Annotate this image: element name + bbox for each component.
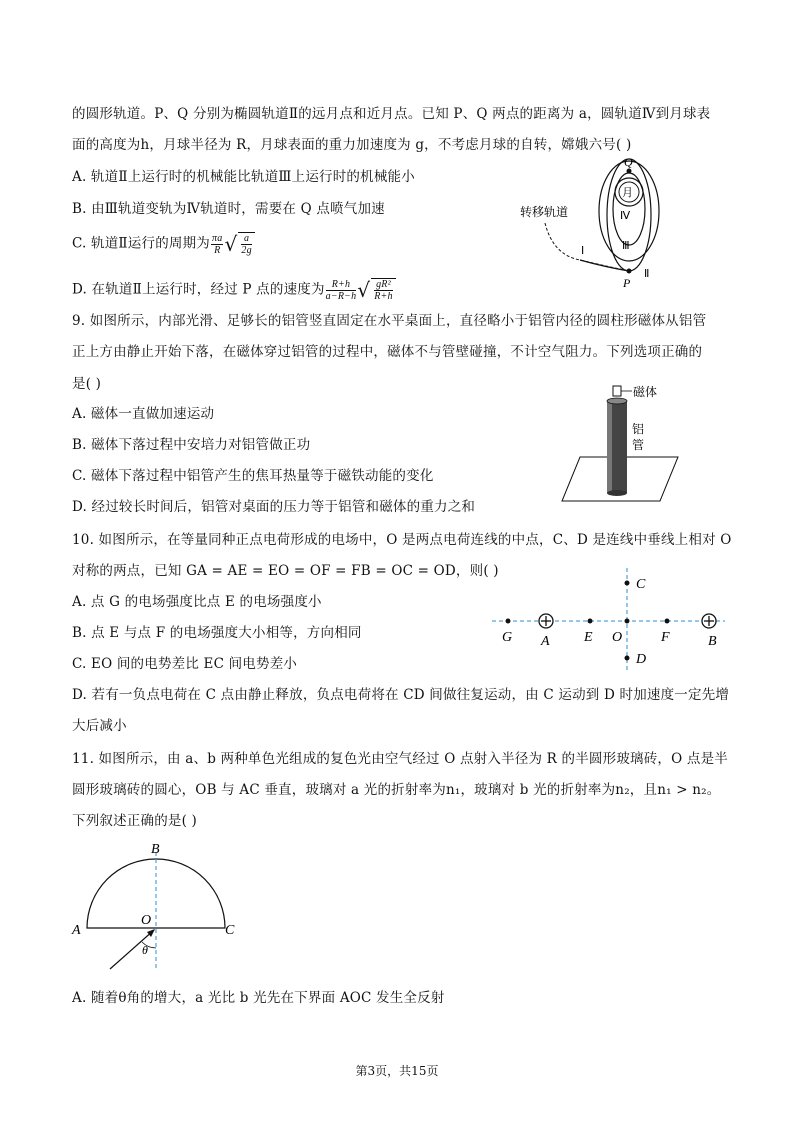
- point-e: [588, 619, 593, 624]
- point-g: [506, 619, 511, 624]
- orbit-i: [580, 260, 629, 271]
- q8-option-d: [72, 278, 396, 302]
- q8-option-a: A. 轨道Ⅱ上运行时的机械能比轨道Ⅲ上运行时的机械能小: [72, 169, 415, 185]
- q8-option-c-den: R: [214, 244, 221, 256]
- label-e: E: [584, 630, 593, 645]
- q8-option-c-fraction: [211, 233, 223, 256]
- tube-top: [607, 398, 627, 404]
- q10-option-b: B. 点 E 与点 F 的电场强度大小相等，方向相同: [72, 625, 362, 641]
- q11-text-line1: 11. 如图所示，由 a、b 两种单色光组成的复色光由空气经过 O 点射入半径为 R 的半圆形玻璃砖，O 点是半: [72, 751, 728, 767]
- point-d: [625, 656, 630, 661]
- tube-highlight: [607, 401, 612, 493]
- q8-text-line2: 面的高度为h，月球半径为 R，月球表面的重力加速度为 g，不考虑月球的自转，嫦娥六号( ): [72, 137, 632, 153]
- q9-option-b: B. 磁体下落过程中安培力对铝管做正功: [72, 437, 311, 453]
- point-c: [625, 581, 630, 586]
- q8-option-d-prefix: D. 在轨道Ⅱ上运行时，经过 P 点的速度为: [72, 281, 325, 298]
- q8-text-line1: 的圆形轨道。P、Q 分别为椭圆轨道Ⅱ的远月点和近月点。已知 P、Q 两点的距离为 a，圆轨道Ⅳ到月球表: [72, 106, 711, 122]
- q8-option-c-rad-num: a: [241, 233, 251, 245]
- q8-option-c-rad-den: 2g: [241, 245, 252, 256]
- label-magnet: 磁体: [633, 385, 658, 399]
- q10-option-d-line1: D. 若有一负点电荷在 C 点由静止释放，负点电荷将在 CD 间做往复运动，由 C 运动到 D 时加速度一定先增: [72, 687, 730, 703]
- q11-text-line2: 圆形玻璃砖的圆心，OB 与 AC 垂直，玻璃对 a 光的折射率为n₁，玻璃对 b 光的折射率为n₂，且n₁ > n₂。: [72, 782, 721, 798]
- q8-option-d-den: a−R−h: [325, 290, 357, 302]
- label-b: B: [151, 842, 160, 857]
- orbit-diagram: [505, 155, 675, 295]
- magnet: [613, 386, 621, 396]
- point-q: [627, 169, 632, 174]
- q9-option-d: D. 经过较长时间后，铝管对桌面的压力等于铝管和磁体的重力之和: [72, 499, 476, 515]
- q9-text-line3: 是( ): [72, 376, 102, 392]
- label-g: G: [502, 630, 513, 645]
- q10-text-line1: 10. 如图所示，在等量同种正点电荷形成的电场中，O 是两点电荷连线的中点，C、D 是连线中垂线上相对 O: [72, 532, 732, 548]
- q11-option-a: A. 随着θ角的增大，a 光比 b 光先在下界面 AOC 发生全反射: [72, 990, 445, 1006]
- q8-option-c: [72, 232, 255, 256]
- label-iv: Ⅳ: [620, 210, 631, 222]
- q9-option-a: A. 磁体一直做加速运动: [72, 406, 215, 422]
- label-p: P: [623, 276, 631, 290]
- label-moon: 月: [622, 187, 633, 199]
- sqrt-icon: √: [357, 278, 371, 302]
- label-theta: θ: [142, 943, 148, 957]
- label-d: D: [636, 652, 647, 667]
- tube-diagram: [560, 383, 680, 508]
- label-i: Ⅰ: [581, 245, 585, 257]
- semicircle-diagram: [70, 842, 245, 972]
- point-f: [665, 619, 670, 624]
- point-o: [625, 619, 630, 624]
- q8-option-d-rad-den: R+h: [374, 291, 393, 302]
- page-footer: 第3页，共15页: [355, 1064, 439, 1078]
- label-q: Q: [624, 155, 633, 169]
- tube-base: [607, 490, 627, 496]
- q8-option-d-rad-num: gR²: [376, 279, 391, 290]
- q10-text-line2: 对称的两点，已知 GA = AE = EO = OF = FB = OC = OD，则( ): [72, 563, 499, 579]
- q8-option-c-prefix: C. 轨道Ⅱ运行的周期为: [72, 235, 211, 252]
- q10-option-c: C. EO 间的电势差比 EC 间电势差小: [72, 656, 298, 672]
- label-tube-2: 管: [632, 438, 645, 452]
- q8-option-d-num: R+h: [326, 279, 357, 291]
- q9-text-line2: 正上方由静止开始下落，在磁体穿过铝管的过程中，磁体不与管壁碰撞，不计空气阻力。下列选项正确的: [72, 344, 703, 360]
- q8-option-c-num: πa: [212, 232, 223, 244]
- label-c: C: [636, 577, 646, 592]
- point-p: [627, 269, 632, 274]
- q9-text-line1: 9. 如图所示，内部光滑、足够长的铝管竖直固定在水平桌面上，直径略小于铝管内径的圆柱形磁体从铝管: [72, 313, 707, 329]
- charge-diagram: [490, 566, 730, 672]
- q10-option-a: A. 点 G 的电场强度比点 E 的电场强度小: [72, 594, 322, 610]
- label-a: A: [541, 634, 550, 649]
- label-transfer: 转移轨道: [520, 205, 569, 219]
- label-o: O: [612, 630, 623, 645]
- label-b: B: [708, 634, 717, 649]
- q8-option-b: B. 由Ⅲ轨道变轨为Ⅳ轨道时，需要在 Q 点喷气加速: [72, 201, 385, 217]
- label-tube-1: 铝: [632, 422, 645, 436]
- sqrt-icon: √: [224, 232, 238, 256]
- label-o: O: [141, 913, 152, 928]
- label-ii: Ⅱ: [644, 268, 650, 280]
- q10-option-d-line2: 大后减小: [72, 718, 127, 734]
- q9-option-c: C. 磁体下落过程中铝管产生的焦耳热量等于磁铁动能的变化: [72, 468, 434, 484]
- label-a: A: [72, 923, 81, 938]
- q8-option-d-fraction: [326, 279, 357, 302]
- label-iii: Ⅲ: [622, 240, 630, 252]
- label-c: C: [225, 923, 235, 938]
- label-f: F: [661, 630, 670, 645]
- q11-text-line3: 下列叙述正确的是( ): [72, 813, 198, 829]
